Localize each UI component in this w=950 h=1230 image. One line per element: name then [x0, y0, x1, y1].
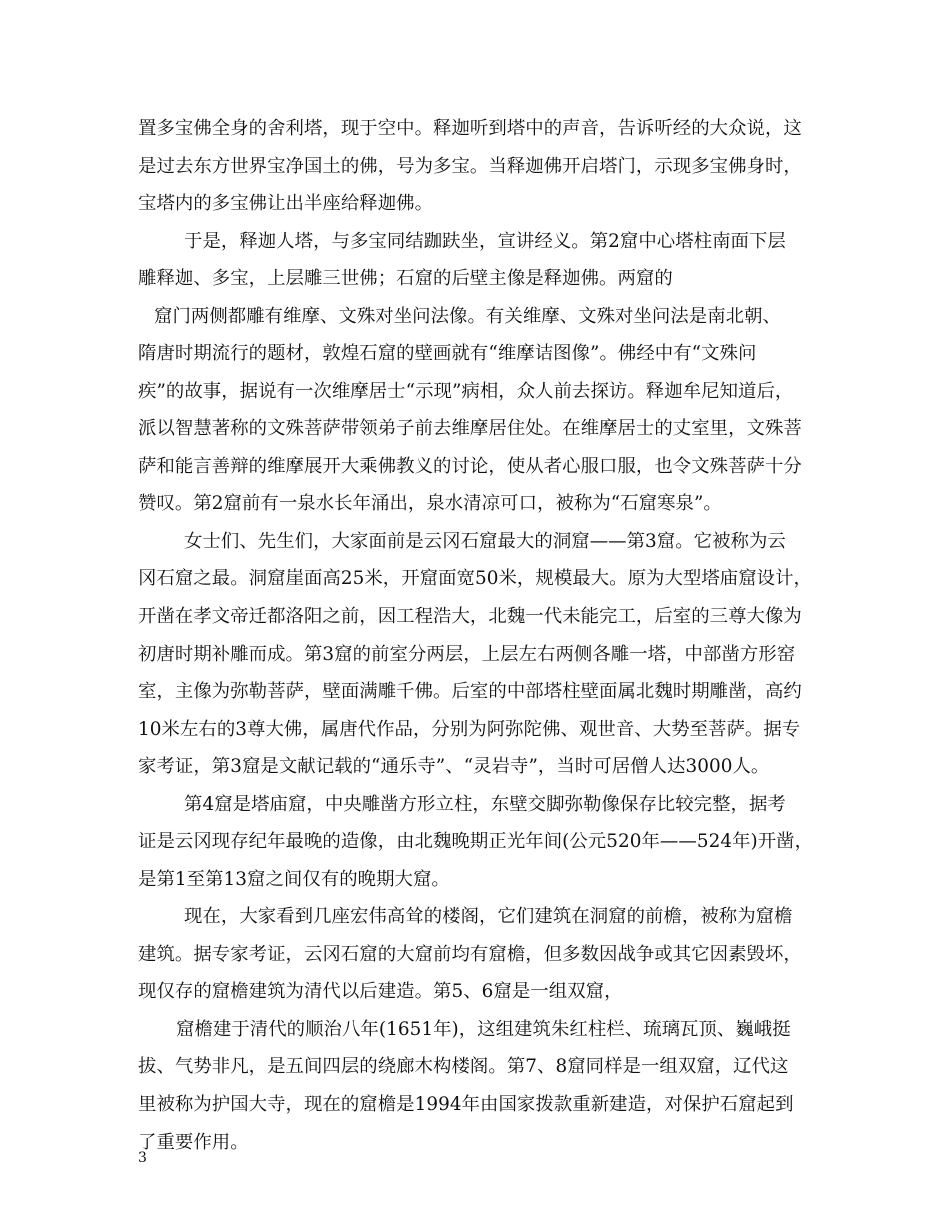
text-line: 拔、气势非凡，是五间四层的绕廊木构楼阁。第7、8窟同样是一组双窟，辽代这: [138, 1056, 789, 1077]
text-line: 家考证，第3窟是文献记载的“通乐寺”、“灵岩寺”，当时可居僧人达3000人。: [138, 756, 770, 777]
text-line: 现仅存的窟檐建筑为清代以后建造。第5、6窟是一组双窟，: [138, 981, 623, 1002]
text-line: 里被称为护国大寺，现在的窟檐是1994年由国家拨款重新建造，对保护石窟起到: [138, 1094, 794, 1115]
text-line: 建筑。据专家考证，云冈石窟的大窟前均有窟檐，但多数因战争或其它因素毁坏，: [138, 944, 802, 965]
text-line: 开凿在孝文帝迁都洛阳之前，因工程浩大，北魏一代未能完工，后室的三尊大像为: [138, 606, 802, 627]
text-line: 于是，释迦人塔，与多宝同结跏趺坐，宣讲经义。第2窟中心塔柱南面下层: [184, 231, 786, 252]
text-line: 室，主像为弥勒菩萨，壁面满雕千佛。后室的中部塔柱壁面属北魏时期雕凿，高约: [138, 681, 802, 702]
text-line: 窟檐建于清代的顺治八年(1651年)，这组建筑朱红柱栏、琉璃瓦顶、巍峨挺: [176, 1019, 791, 1040]
text-line: 置多宝佛全身的舍利塔，现于空中。释迦听到塔中的声音，告诉听经的大众说，这: [138, 118, 802, 139]
text-line: 疾”的故事，据说有一次维摩居士“示现”病相，众人前去探访。释迦牟尼知道后，: [138, 381, 794, 402]
text-line: 10米左右的3尊大佛，属唐代作品，分别为阿弥陀佛、观世音、大势至菩萨。据专: [138, 719, 801, 740]
text-line: 宝塔内的多宝佛让出半座给释迦佛。: [138, 193, 434, 214]
text-line: 萨和能言善辩的维摩展开大乘佛教义的讨论，使从者心服口服，也令文殊菩萨十分: [138, 456, 802, 477]
text-line: 女士们、先生们，大家面前是云冈石窟最大的洞窟——第3窟。它被称为云: [184, 531, 786, 552]
text-line: 隋唐时期流行的题材，敦煌石窟的壁画就有“维摩诘图像”。佛经中有“文殊问: [138, 343, 757, 364]
text-line: 派以智慧著称的文殊菩萨带领弟子前去维摩居住处。在维摩居士的丈室里，文殊菩: [138, 418, 802, 439]
text-line: 证是云冈现存纪年最晚的造像，由北魏晚期正光年间(公元520年——524年)开凿，: [138, 831, 814, 852]
text-line: 了重要作用。: [138, 1132, 249, 1153]
text-line: 现在，大家看到几座宏伟高耸的楼阁，它们建筑在洞窟的前檐，被称为窟檐: [184, 906, 793, 927]
text-line: 窟门两侧都雕有维摩、文殊对坐问法像。有关维摩、文殊对坐问法是南北朝、: [154, 306, 781, 327]
text-line: 是过去东方世界宝净国土的佛，号为多宝。当释迦佛开启塔门，示现多宝佛身时，: [138, 156, 802, 177]
page-number: 3: [138, 1150, 147, 1166]
text-line: 初唐时期补雕而成。第3窟的前室分两层，上层左右两侧各雕一塔，中部凿方形窑: [138, 644, 796, 665]
text-line: 赞叹。第2窟前有一泉水长年涌出，泉水清凉可口，被称为“石窟寒泉”。: [138, 493, 722, 514]
text-line: 冈石窟之最。洞窟崖面高25米，开窟面宽50米，规模最大。原为大型塔庙窟设计，: [138, 568, 812, 589]
text-line: 第4窟是塔庙窟，中央雕凿方形立柱，东壁交脚弥勒像保存比较完整，据考: [184, 794, 786, 815]
text-line: 雕释迦、多宝，上层雕三世佛；石窟的后壁主像是释迦佛。两窟的: [138, 268, 673, 289]
text-line: 是第1至第13窟之间仅有的晚期大窟。: [138, 869, 450, 890]
